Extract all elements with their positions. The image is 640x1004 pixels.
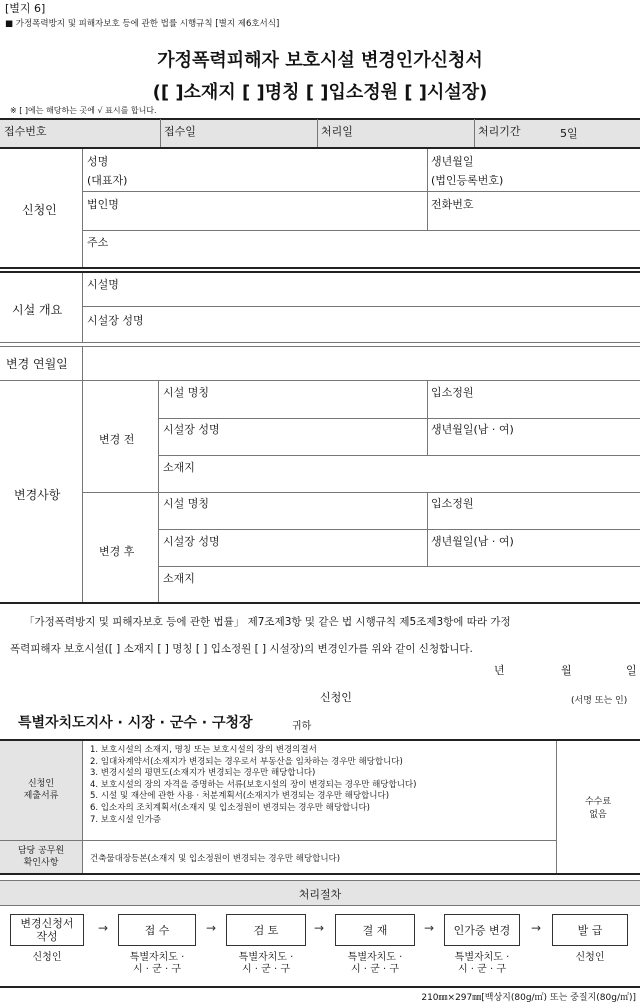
applicant-section-label: 신청인 [22, 203, 57, 217]
date-day-label: 일 [626, 664, 637, 677]
step-box-certificate-change: 인가증 변경 [444, 914, 520, 946]
document-item: 3. 변경시설의 평면도(소재지가 변경되는 경우만 해당합니다) [90, 768, 316, 779]
document-item: 4. 보호시설의 장의 자격을 증명하는 서류(보호시설의 장이 변경되는 경우만 해당합니다) [90, 779, 417, 790]
step-box-issuance: 발 급 [552, 914, 628, 946]
before-birth-sex-label: 생년월일(남 · 여) [431, 423, 514, 436]
declaration-line-2: 폭력피해자 보호시설([ ] 소재지 [ ] 명칭 [ ] 입소정원 [ ] 시설장)의 변경인가를 위와 같이 신청합니다. [10, 643, 473, 655]
change-date-label: 변경 연월일 [6, 357, 68, 371]
before-capacity-label: 입소정원 [431, 386, 474, 399]
applicant-name-label: 성명 [87, 155, 109, 168]
step-actor: 신청인 [32, 952, 62, 963]
form-subtitle: ([ ]소재지 [ ]명칭 [ ]입소정원 [ ]시설장) [152, 82, 488, 103]
document-item: 6. 입소자의 조치계획서(소재지 및 입소정원이 변경되는 경우만 해당합니다) [90, 802, 370, 813]
before-change-label: 변경 전 [99, 433, 135, 446]
step-box-review: 검 토 [226, 914, 306, 946]
date-year-label: 년 [494, 664, 505, 677]
step-box-application: 변경신청서 작성 [10, 914, 84, 946]
after-director-label: 시설장 성명 [163, 535, 220, 548]
document-item: 5. 시설 및 재산에 관한 사용 · 처분계획서(소재지가 변경되는 경우만 해당합니다) [90, 791, 390, 802]
step-actor: 특별자치도 · 시 · 군 · 구 [347, 952, 403, 975]
receipt-date-label: 접수일 [164, 125, 196, 138]
fee-block [556, 796, 640, 822]
corp-number-label: (법인등록번호) [431, 174, 504, 187]
receipt-number-label: 접수번호 [4, 125, 47, 138]
processing-period-value: 5일 [560, 127, 578, 140]
facility-director-label: 시설장 성명 [87, 314, 144, 327]
corp-name-label: 법인명 [87, 198, 119, 211]
before-director-label: 시설장 성명 [163, 423, 220, 436]
after-capacity-label: 입소정원 [431, 497, 474, 510]
procedure-title: 처리절차 [298, 888, 342, 901]
document-item: 2. 임대차계약서(소재지가 변경되는 경우로서 부동산을 임차하는 경우만 해당합니다) [90, 756, 403, 767]
required-documents-list [90, 745, 416, 826]
declaration-line-1: 「가정폭력방지 및 피해자보호 등에 관한 법률」 제7조제3항 및 같은 법 시행규칙 제5조제3항에 따라 가정 [24, 616, 511, 628]
facility-section-label: 시설 개요 [12, 303, 63, 317]
step-actor: 특별자치도 · 시 · 군 · 구 [129, 952, 185, 975]
step-box-approval: 결 재 [335, 914, 415, 946]
paper-spec: 210㎜×297㎜[백상지(80g/㎡) 또는 중질지(80g/㎡)] [421, 993, 636, 1003]
rule-reference: ■ 가정폭력방지 및 피해자보호 등에 관한 법률 시행규칙 [별지 제6호서식] [5, 19, 280, 29]
recipient-suffix: 귀하 [292, 721, 312, 732]
after-birth-sex-label: 생년월일(남 · 여) [431, 535, 514, 548]
annex-number: [별지 6] [5, 2, 46, 15]
facility-name-label: 시설명 [87, 278, 119, 291]
step-actor: 특별자치도 · 시 · 군 · 구 [454, 952, 510, 975]
address-label: 주소 [87, 236, 109, 249]
arrow-right-icon: → [98, 921, 109, 935]
arrow-right-icon: → [206, 921, 217, 935]
document-item: 7. 보호시설 인가증 [90, 814, 161, 825]
after-change-label: 변경 후 [99, 545, 135, 558]
processing-date-label: 처리일 [321, 125, 353, 138]
form-title: 가정폭력피해자 보호시설 변경인가신청서 [157, 50, 483, 71]
official-check-item: 건축물대장등본(소재지 및 입소정원이 변경되는 경우만 해당합니다) [90, 854, 341, 864]
receipt-row [0, 119, 640, 147]
phone-label: 전화번호 [431, 198, 474, 211]
after-location-label: 소재지 [163, 572, 195, 585]
fee-label: 수수료 [584, 797, 612, 807]
arrow-right-icon: → [531, 921, 542, 935]
changes-section-label: 변경사항 [14, 488, 61, 502]
signer-label: 신청인 [320, 691, 352, 704]
document-item: 1. 보호시설의 소재지, 명칭 또는 보호시설의 장의 변경의결서 [90, 745, 317, 755]
official-check-label: 담당 공무원 확인사항 [17, 846, 65, 868]
after-facility-name-label: 시설 명칭 [163, 497, 210, 510]
step-box-receipt: 접 수 [118, 914, 196, 946]
submit-documents-label: 신청인 제출서류 [23, 779, 59, 801]
step-actor: 특별자치도 · 시 · 군 · 구 [238, 952, 294, 975]
fee-value: 없음 [589, 810, 607, 820]
check-note: ※ [ ]에는 해당하는 곳에 √ 표시를 합니다. [10, 106, 157, 115]
arrow-right-icon: → [314, 921, 325, 935]
before-location-label: 소재지 [163, 461, 195, 474]
date-month-label: 월 [561, 664, 572, 677]
signature-label: (서명 또는 인) [571, 696, 628, 706]
processing-period-label: 처리기간 [478, 125, 521, 138]
representative-label: (대표자) [87, 174, 128, 187]
before-facility-name-label: 시설 명칭 [163, 386, 210, 399]
birth-date-label: 생년월일 [431, 155, 474, 168]
recipient-label: 특별자치도지사 · 시장 · 군수 · 구청장 [18, 715, 253, 731]
arrow-right-icon: → [424, 921, 435, 935]
step-actor: 신청인 [575, 952, 605, 963]
